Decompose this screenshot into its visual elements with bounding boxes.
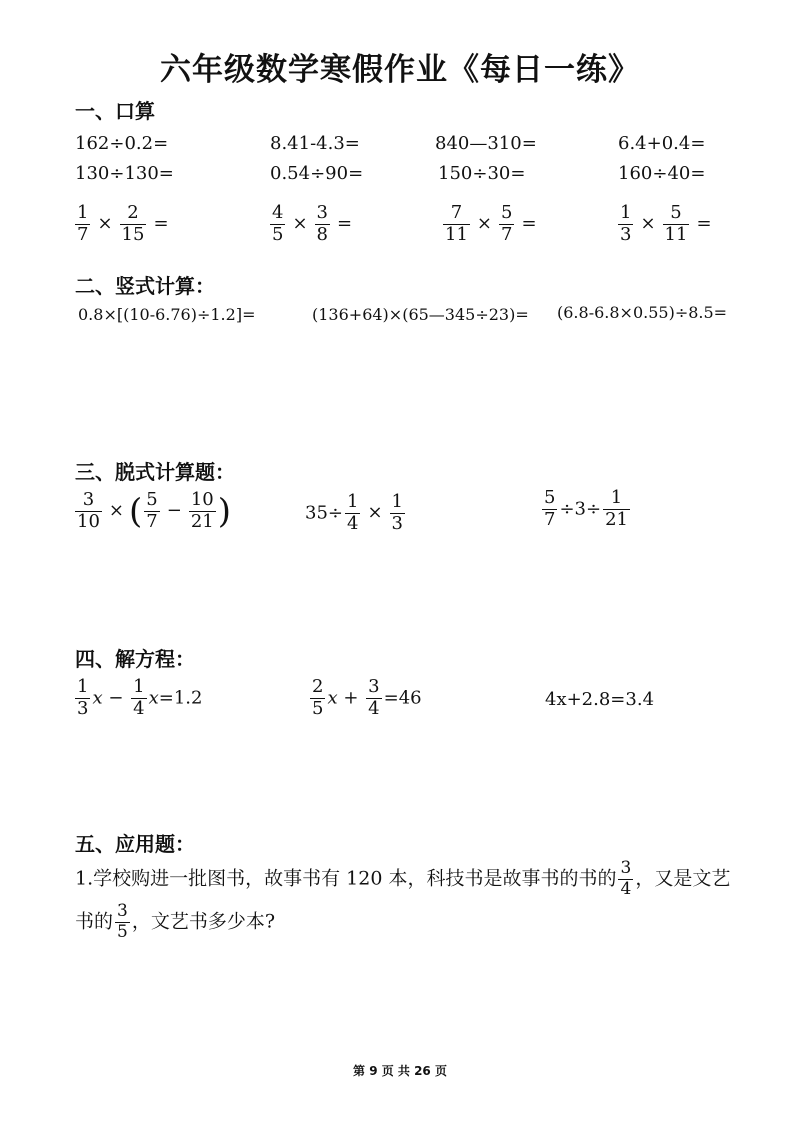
numerator: 10 <box>190 489 214 510</box>
oral-problem: 130÷130= <box>75 163 174 184</box>
variable: x <box>327 687 338 709</box>
denominator: 4 <box>620 878 632 899</box>
word-problem-line-1 <box>75 860 730 899</box>
times-sign: × <box>640 213 656 235</box>
oral-fraction-problem <box>441 204 542 245</box>
denominator: 11 <box>445 223 468 245</box>
word-problem-text: 书的 <box>75 910 114 933</box>
expression-part: =46 <box>383 687 422 709</box>
section-heading-equations: 四、解方程： <box>75 647 195 671</box>
denominator: 3 <box>620 223 632 245</box>
vertical-problem: (136+64)×(65—345÷23)= <box>312 305 529 324</box>
section-heading-oral: 一、口算 <box>75 99 155 123</box>
oral-problem: 150÷30= <box>438 163 526 184</box>
stepwise-problem <box>540 489 632 530</box>
equals-sign: = <box>521 213 537 235</box>
denominator: 7 <box>501 223 513 245</box>
fraction <box>443 204 470 245</box>
times-sign: × <box>108 500 124 522</box>
numerator: 1 <box>347 491 359 512</box>
oral-problem: 8.41-4.3= <box>270 133 360 154</box>
word-problem-text: 1.学校购进一批图书，故事书有 120 本，科技书是故事书的书的 <box>75 867 617 890</box>
fraction <box>144 491 159 532</box>
denominator: 5 <box>117 921 128 942</box>
oral-problem: 840—310= <box>435 133 537 154</box>
denominator: 21 <box>605 508 628 530</box>
fraction <box>366 678 381 719</box>
denominator: 15 <box>121 223 145 245</box>
fraction <box>542 489 557 530</box>
oral-fraction-problem <box>268 204 357 245</box>
page-title: 六年级数学寒假作业《每日一练》 <box>160 52 640 88</box>
denominator: 7 <box>146 510 158 532</box>
variable: x <box>92 687 103 709</box>
denominator: 7 <box>77 223 89 245</box>
times-sign: × <box>97 213 113 235</box>
numerator: 5 <box>670 202 682 223</box>
denominator: 5 <box>312 697 324 719</box>
numerator: 1 <box>77 676 89 697</box>
equation-problem <box>308 678 422 719</box>
numerator: 3 <box>368 676 380 697</box>
numerator: 3 <box>620 858 632 878</box>
right-paren: ) <box>217 491 231 532</box>
minus-sign: − <box>102 687 124 709</box>
minus-sign: − <box>166 500 182 522</box>
fraction <box>618 204 633 245</box>
denominator: 4 <box>368 697 380 719</box>
equation-problem <box>73 678 202 719</box>
fraction <box>270 204 285 245</box>
fraction <box>75 204 90 245</box>
word-problem-text: ，文艺书多少本? <box>131 910 276 933</box>
fraction <box>75 491 102 532</box>
denominator: 11 <box>664 223 688 245</box>
vertical-problem: 0.8×[(10-6.76)÷1.2]= <box>78 305 256 324</box>
section-heading-word-problems: 五、应用题： <box>75 832 195 856</box>
section-heading-vertical: 二、竖式计算： <box>75 274 215 298</box>
numerator: 1 <box>133 676 145 697</box>
stepwise-problem <box>73 491 231 532</box>
stepwise-problem <box>305 493 407 534</box>
numerator: 3 <box>316 202 328 223</box>
oral-problem: 160÷40= <box>618 163 706 184</box>
times-sign: × <box>367 502 383 524</box>
fraction <box>663 204 690 245</box>
numerator: 3 <box>117 901 128 921</box>
fraction <box>75 678 90 719</box>
oral-problem: 0.54÷90= <box>270 163 364 184</box>
fraction <box>618 860 633 899</box>
expression-part: ÷3÷ <box>559 498 602 520</box>
fraction <box>189 491 216 532</box>
numerator: 4 <box>272 202 284 223</box>
equals-sign: = <box>337 213 353 235</box>
fraction <box>499 204 514 245</box>
numerator: 5 <box>501 202 513 223</box>
vertical-problem: (6.8-6.8×0.55)÷8.5= <box>557 303 728 322</box>
numerator: 5 <box>146 489 158 510</box>
denominator: 21 <box>190 510 214 532</box>
denominator: 8 <box>316 223 328 245</box>
numerator: 2 <box>312 676 324 697</box>
numerator: 7 <box>450 202 463 223</box>
page-number-footer: 第 9 页 共 26 页 <box>353 1064 447 1078</box>
numerator: 5 <box>544 487 556 508</box>
fraction <box>310 678 325 719</box>
numerator: 1 <box>77 202 89 223</box>
numerator: 2 <box>127 202 139 223</box>
fraction <box>131 678 146 719</box>
left-paren: ( <box>129 491 143 532</box>
denominator: 5 <box>272 223 284 245</box>
numerator: 3 <box>82 489 95 510</box>
numerator: 1 <box>620 202 632 223</box>
denominator: 7 <box>544 508 556 530</box>
oral-problem: 6.4+0.4= <box>618 133 706 154</box>
equation-problem: 4x+2.8=3.4 <box>545 689 655 710</box>
numerator: 1 <box>391 491 403 512</box>
oral-problem: 162÷0.2= <box>75 133 169 154</box>
oral-fraction-problem <box>616 204 717 245</box>
plus-sign: + <box>337 687 359 709</box>
denominator: 3 <box>77 697 89 719</box>
expression-part: 35÷ <box>305 502 343 524</box>
fraction <box>603 489 630 530</box>
expression-part: =1.2 <box>158 687 203 709</box>
times-sign: × <box>292 213 308 235</box>
word-problem-line-2 <box>75 903 275 942</box>
denominator: 4 <box>347 512 359 534</box>
numerator: 1 <box>610 487 623 508</box>
equals-sign: = <box>696 213 712 235</box>
section-heading-stepwise: 三、脱式计算题： <box>75 460 235 484</box>
fraction <box>115 903 130 942</box>
denominator: 4 <box>133 697 145 719</box>
denominator: 3 <box>391 512 403 534</box>
variable: x <box>148 687 159 709</box>
times-sign: × <box>476 213 492 235</box>
oral-fraction-problem <box>73 204 174 245</box>
fraction <box>120 204 147 245</box>
denominator: 10 <box>77 510 100 532</box>
fraction <box>315 204 330 245</box>
fraction <box>390 493 405 534</box>
equals-sign: = <box>153 213 169 235</box>
fraction <box>345 493 360 534</box>
word-problem-text: ，又是文艺 <box>635 867 731 890</box>
